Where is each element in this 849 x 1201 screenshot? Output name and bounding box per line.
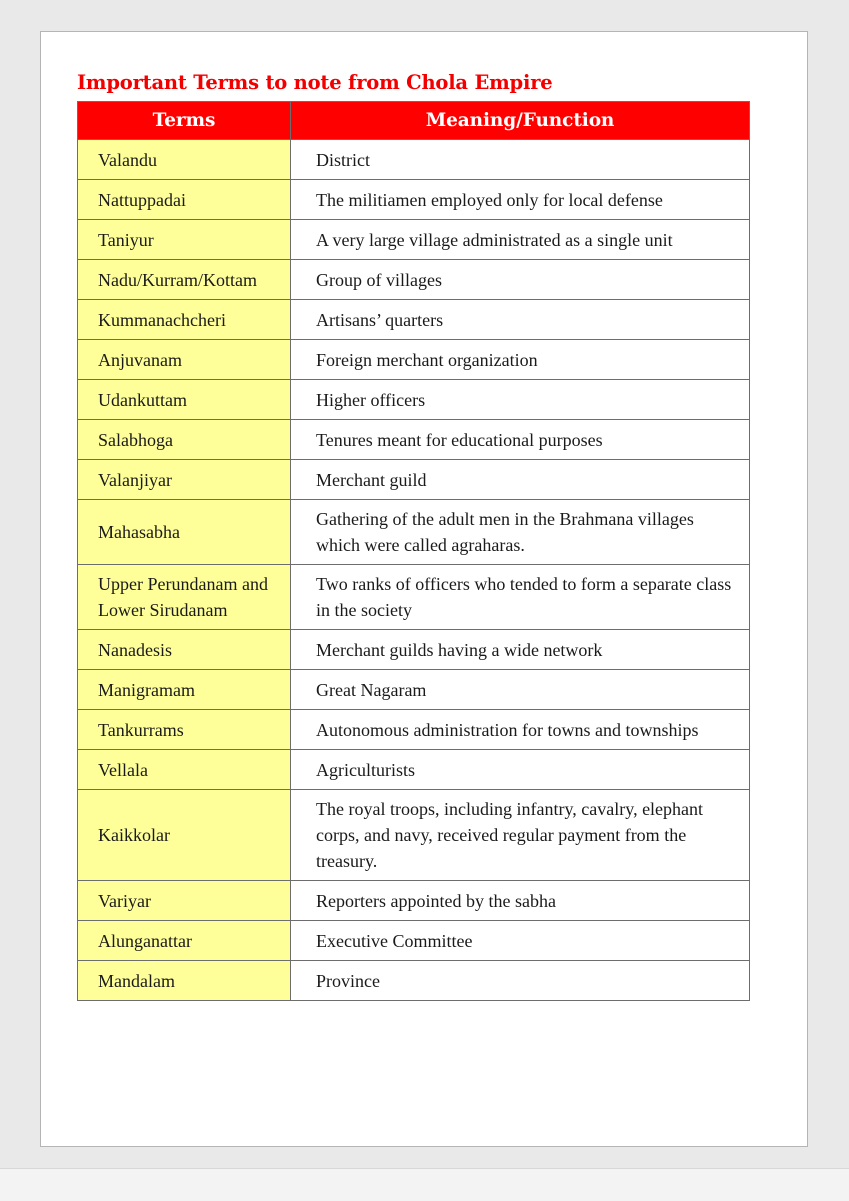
term-cell: Salabhoga — [78, 420, 291, 460]
meaning-cell: Gathering of the adult men in the Brahmana villages which were called agraharas. — [291, 500, 750, 565]
term-cell: Tankurrams — [78, 710, 291, 750]
meaning-cell: Autonomous administration for towns and townships — [291, 710, 750, 750]
table-row — [78, 180, 750, 220]
next-page-edge — [0, 1168, 849, 1201]
table-row — [78, 140, 750, 180]
term-cell: Manigramam — [78, 670, 291, 710]
meaning-column-header: Meaning/Function — [291, 102, 750, 140]
table-row — [78, 500, 750, 565]
table-row — [78, 380, 750, 420]
table-row — [78, 881, 750, 921]
meaning-cell: The royal troops, including infantry, cavalry, elephant corps, and navy, received regular payment from the treasury. — [291, 790, 750, 881]
terms-table — [77, 101, 750, 1001]
meaning-cell: Foreign merchant organization — [291, 340, 750, 380]
table-row — [78, 340, 750, 380]
meaning-cell: Artisans’ quarters — [291, 300, 750, 340]
meaning-cell: Merchant guild — [291, 460, 750, 500]
table-row — [78, 790, 750, 881]
meaning-cell: Agriculturists — [291, 750, 750, 790]
meaning-cell: Reporters appointed by the sabha — [291, 881, 750, 921]
table-row — [78, 961, 750, 1001]
table-row — [78, 220, 750, 260]
term-cell: Kaikkolar — [78, 790, 291, 881]
term-cell: Taniyur — [78, 220, 291, 260]
table-row — [78, 630, 750, 670]
table-row — [78, 921, 750, 961]
term-cell: Mandalam — [78, 961, 291, 1001]
meaning-cell: Executive Committee — [291, 921, 750, 961]
meaning-cell: Great Nagaram — [291, 670, 750, 710]
terms-column-header: Terms — [78, 102, 291, 140]
term-cell: Udankuttam — [78, 380, 291, 420]
term-cell: Alunganattar — [78, 921, 291, 961]
meaning-cell: Tenures meant for educational purposes — [291, 420, 750, 460]
term-cell: Anjuvanam — [78, 340, 291, 380]
term-cell: Upper Perundanam and Lower Sirudanam — [78, 565, 291, 630]
meaning-cell: Merchant guilds having a wide network — [291, 630, 750, 670]
meaning-cell: Two ranks of officers who tended to form a separate class in the society — [291, 565, 750, 630]
term-cell: Valanjiyar — [78, 460, 291, 500]
term-cell: Variyar — [78, 881, 291, 921]
term-cell: Nanadesis — [78, 630, 291, 670]
term-cell: Nadu/Kurram/Kottam — [78, 260, 291, 300]
table-row — [78, 260, 750, 300]
term-cell: Kummanachcheri — [78, 300, 291, 340]
term-cell: Nattuppadai — [78, 180, 291, 220]
table-row — [78, 670, 750, 710]
table-header-row — [78, 102, 750, 140]
meaning-cell: The militiamen employed only for local defense — [291, 180, 750, 220]
meaning-cell: Province — [291, 961, 750, 1001]
table-row — [78, 460, 750, 500]
meaning-cell: District — [291, 140, 750, 180]
meaning-cell: Higher officers — [291, 380, 750, 420]
table-row — [78, 300, 750, 340]
meaning-cell: Group of villages — [291, 260, 750, 300]
term-cell: Vellala — [78, 750, 291, 790]
table-row — [78, 750, 750, 790]
term-cell: Valandu — [78, 140, 291, 180]
table-body — [78, 140, 750, 1001]
table-row — [78, 420, 750, 460]
table-row — [78, 710, 750, 750]
page-title: Important Terms to note from Chola Empire — [77, 71, 553, 94]
table-row — [78, 565, 750, 630]
term-cell: Mahasabha — [78, 500, 291, 565]
meaning-cell: A very large village administrated as a single unit — [291, 220, 750, 260]
